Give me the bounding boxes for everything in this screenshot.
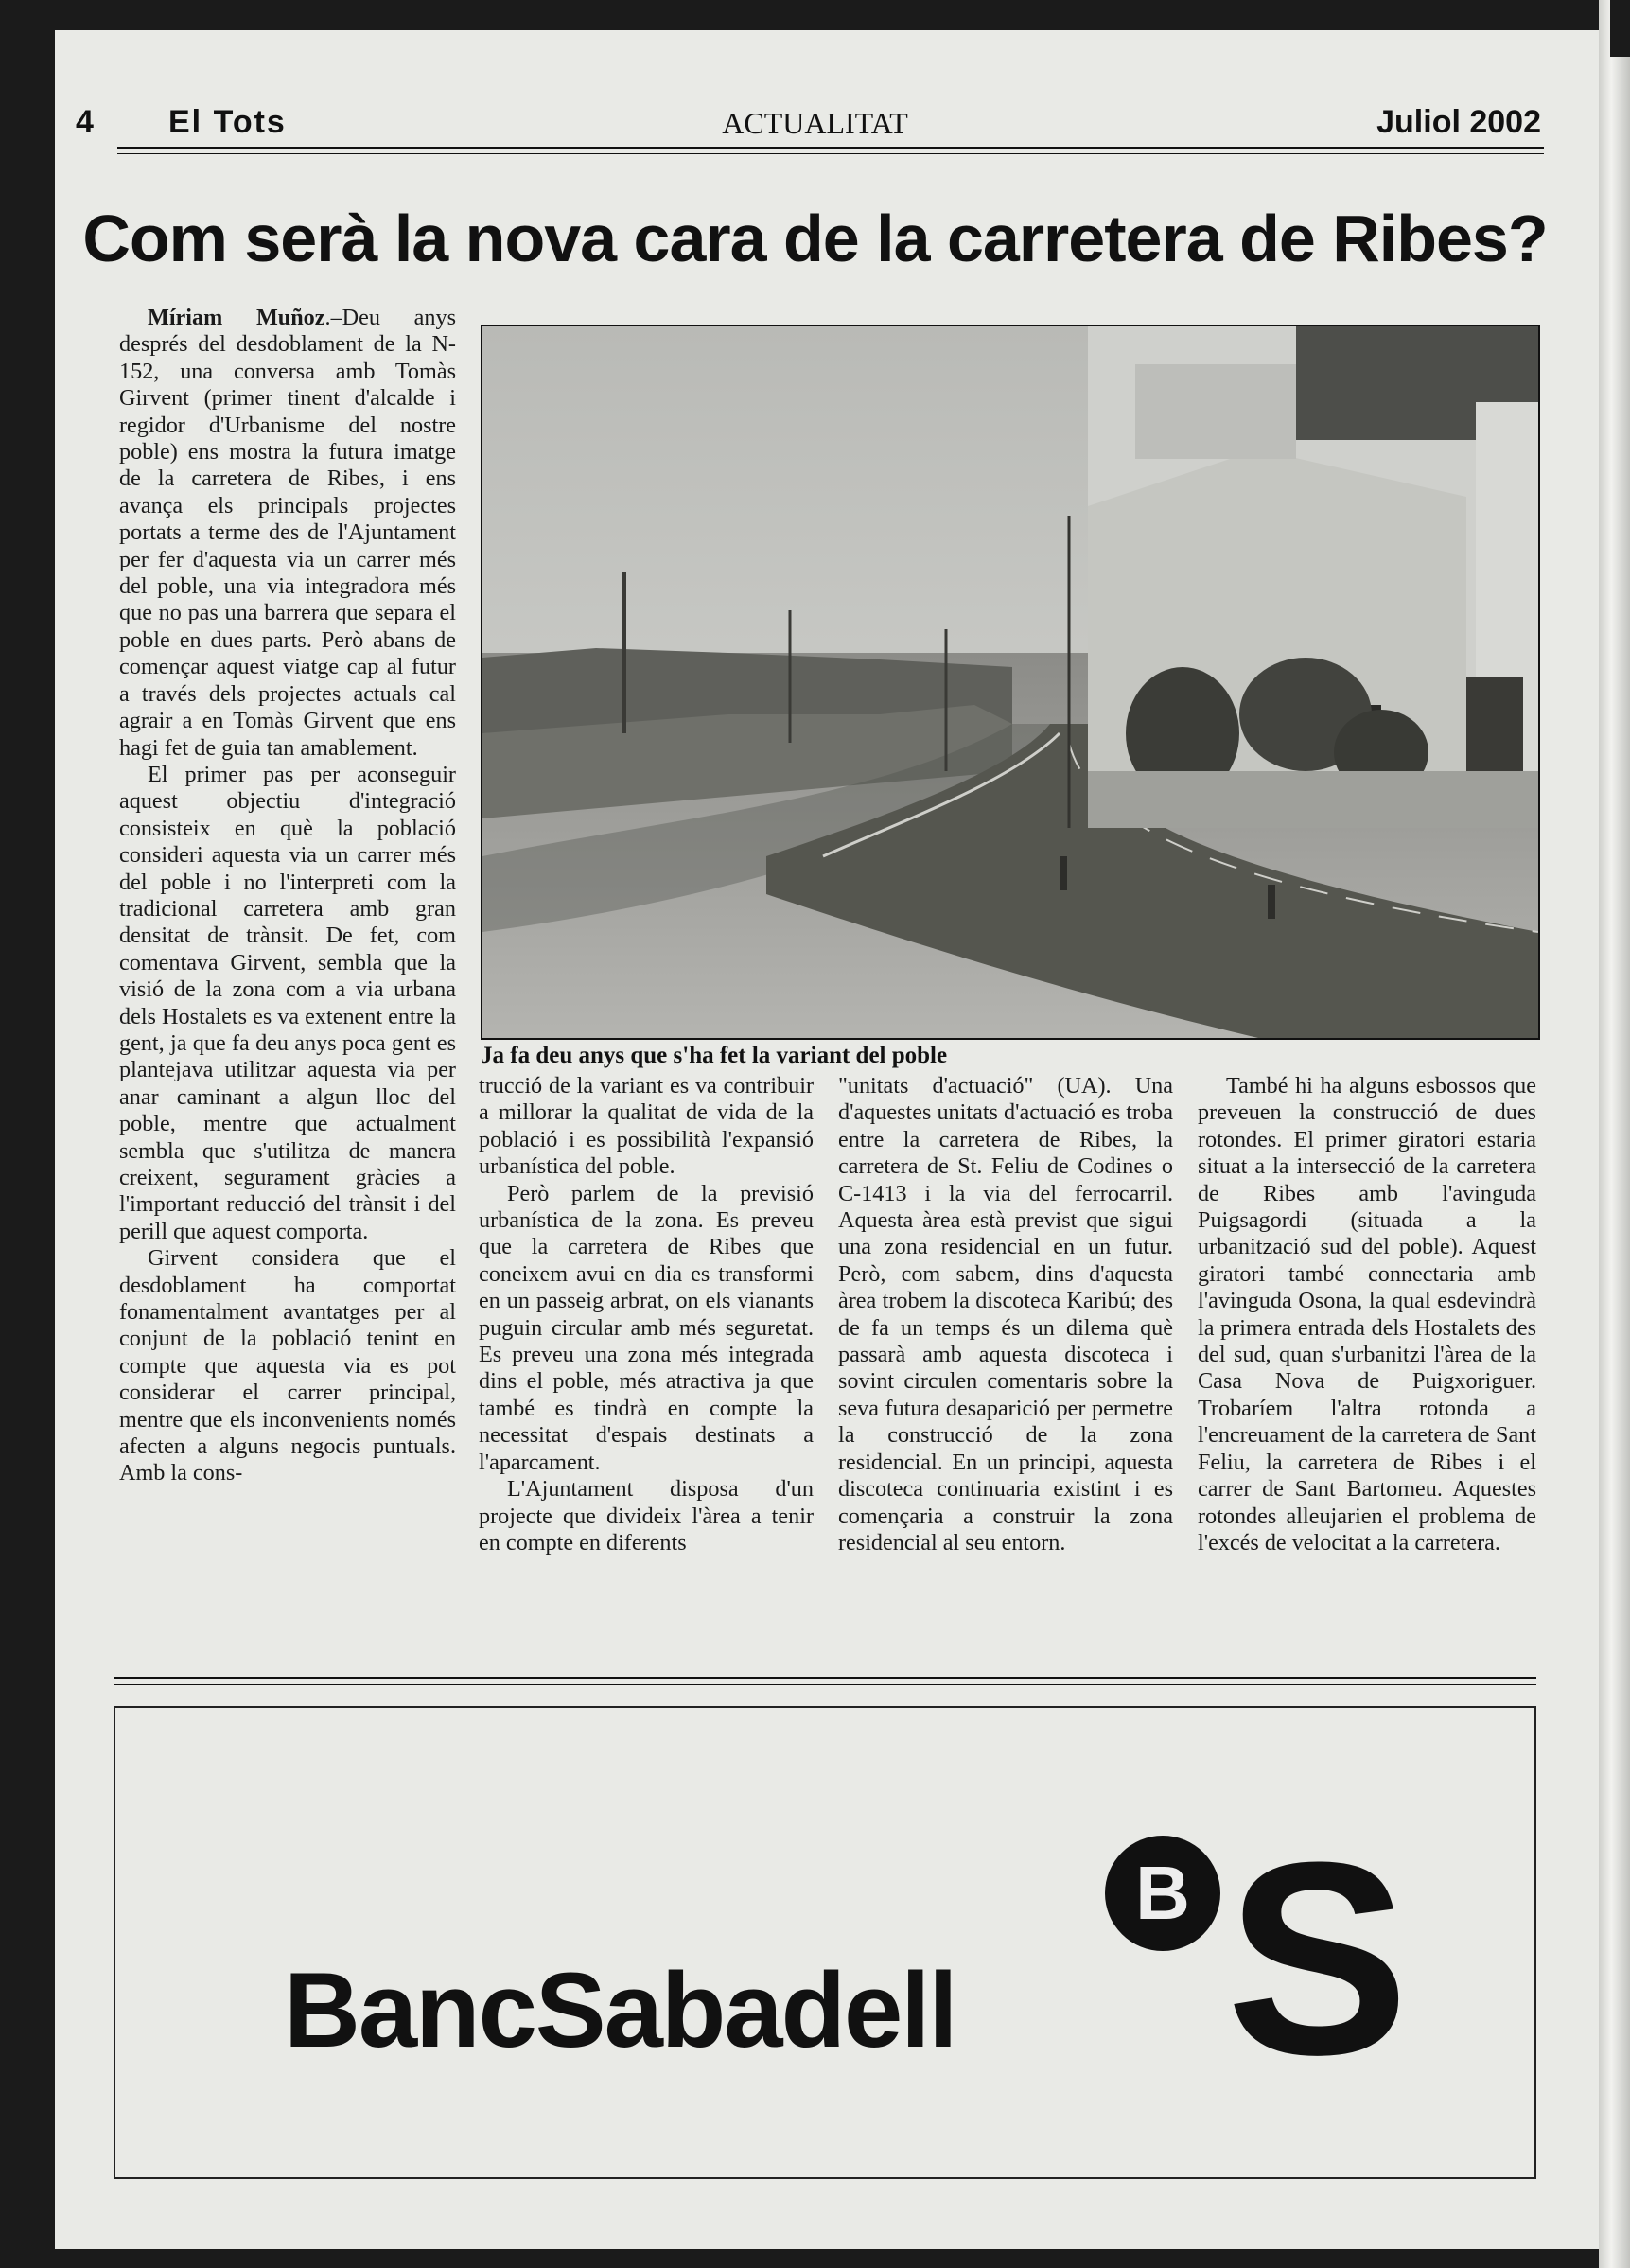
article-paragraph: El primer pas per aconseguir aquest objectiu d'integració consisteix en què la població consideri aquesta via un carrer més del poble i no l'interpreti com la tradicional carretera amb gran densitat de trànsit. De fet, com comentava Girvent, sembla que la visió de la zona com a via urbana dels Hostalets es va extenent entre la gent, ja que fa deu anys poca gent es plantejava utilitzar aquesta via per anar caminant a algun lloc del poble, mentre que actualment sembla que s'utilitza de manera creixent, segurament gràcies a l'important reducció del trànsit i del perill que aquest comporta. — [119, 761, 456, 1244]
section-name: ACTUALITAT — [722, 106, 908, 140]
article-paragraph: "unitats d'actuació" (UA). Una d'aquestes unitats d'actuació es troba entre la carretera de Ribes, la carretera de St. Feliu de Codines o C-1413 i la via del ferrocarril. Aquesta àrea està previst que sigui una zona residencial en un futur. Però, com sabem, dins d'aquesta àrea trobem la discoteca Karibú; des de fa un temps és un dilema què passarà amb aquesta discoteca i sovint circulen comentaris sobre la seva futura desaparició per permetre la construcció de la zona residencial. En un principi, aquesta discoteca continuaria existint i es començaria a construir la zona residencial al seu entorn. — [838, 1073, 1173, 1556]
article-column-4 — [1198, 1073, 1536, 1556]
article-paragraph: L'Ajuntament disposa d'un projecte que divideix l'àrea a tenir en compte en diferents — [479, 1476, 814, 1556]
article-paragraph: Girvent considera que el desdoblament ha comportat fonamentalment avantatges per al conjunt de la població tenint en compte que aquesta via es pot considerar el carrer principal, mentre que els inconvenients només afecten a alguns negocis puntuals. Amb la cons- — [119, 1245, 456, 1486]
article-author: Míriam Muñoz — [148, 305, 325, 330]
article-column-3 — [838, 1073, 1173, 1556]
article-column-2 — [479, 1073, 814, 1556]
article-paragraph: Però parlem de la previsió urbanística de la zona. Es preveu que la carretera de Ribes que coneixem avui en dia es transformi en un passeig arbrat, on els vianants puguin circular amb més seguretat. Es preveu una zona més integrada dins el poble, més atractiva ja que també es tindrà en compte la necessitat d'espais destinats a l'aparcament. — [479, 1180, 814, 1475]
page-corner — [1610, 0, 1630, 57]
ad-brand-name: BancSabadell — [284, 1951, 956, 2069]
article-column-1 — [119, 305, 456, 1487]
header-rule-thin — [117, 153, 1544, 154]
page-number: 4 — [76, 104, 94, 140]
article-headline: Com serà la nova cara de la carretera de Ribes? — [82, 202, 1548, 275]
article-photo — [481, 325, 1540, 1040]
page-spine — [1599, 0, 1630, 2268]
ad-separator-rule-thin — [114, 1684, 1536, 1685]
bank-logo-s: S — [1226, 1805, 1410, 2112]
article-paragraph: També hi ha alguns esbossos que preveuen la construcció de dues rotondes. El primer giratori estaria situat a la intersecció de la carretera de Ribes amb l'avinguda Puigsagordi (situada a la urbanització sud del poble). Aquest giratori també connectaria amb l'avinguda Osona, la qual esdevindrà la primera entrada dels Hostalets des del sud, quan s'urbanitzi l'àrea de la Casa Nova de Puigxoriguer. Trobaríem l'altra rotonda a l'encreuament de la carretera de Sant Feliu, la carretera de Ribes i el carrer de Sant Bartomeu. Aquestes rotondes alleujarien el problema de l'excés de velocitat a la carretera. — [1198, 1073, 1536, 1556]
publication-name: El Tots — [168, 104, 287, 140]
article-paragraph: Míriam Muñoz.–Deu anys després del desdoblament de la N-152, una conversa amb Tomàs Girvent (primer tinent d'alcalde i regidor d'Urbanisme del nostre poble) ens mostra la futura imatge de la carretera de Ribes, i ens avança els principals projectes portats a terme des de l'Ajuntament per fer d'aquesta via un carrer més del poble, una via integradora més que no pas una barrera que separa el poble en dues parts. Però abans de començar aquest viatge cap al futur a través dels projectes actuals cal agrair a en Tomàs Girvent que ens hagi fet de guia tan amablement. — [119, 305, 456, 761]
article-paragraph: trucció de la variant es va contribuir a millorar la qualitat de vida de la població i es possibilità l'expansió urbanística del poble. — [479, 1073, 814, 1180]
ad-separator-rule — [114, 1677, 1536, 1679]
issue-date: Juliol 2002 — [1376, 104, 1541, 140]
header-rule — [117, 147, 1544, 149]
photo-caption: Ja fa deu anys que s'ha fet la variant del poble — [481, 1043, 948, 1068]
bank-logo-b-circle: B — [1105, 1836, 1220, 1951]
road-photo-illustration — [482, 326, 1538, 1038]
